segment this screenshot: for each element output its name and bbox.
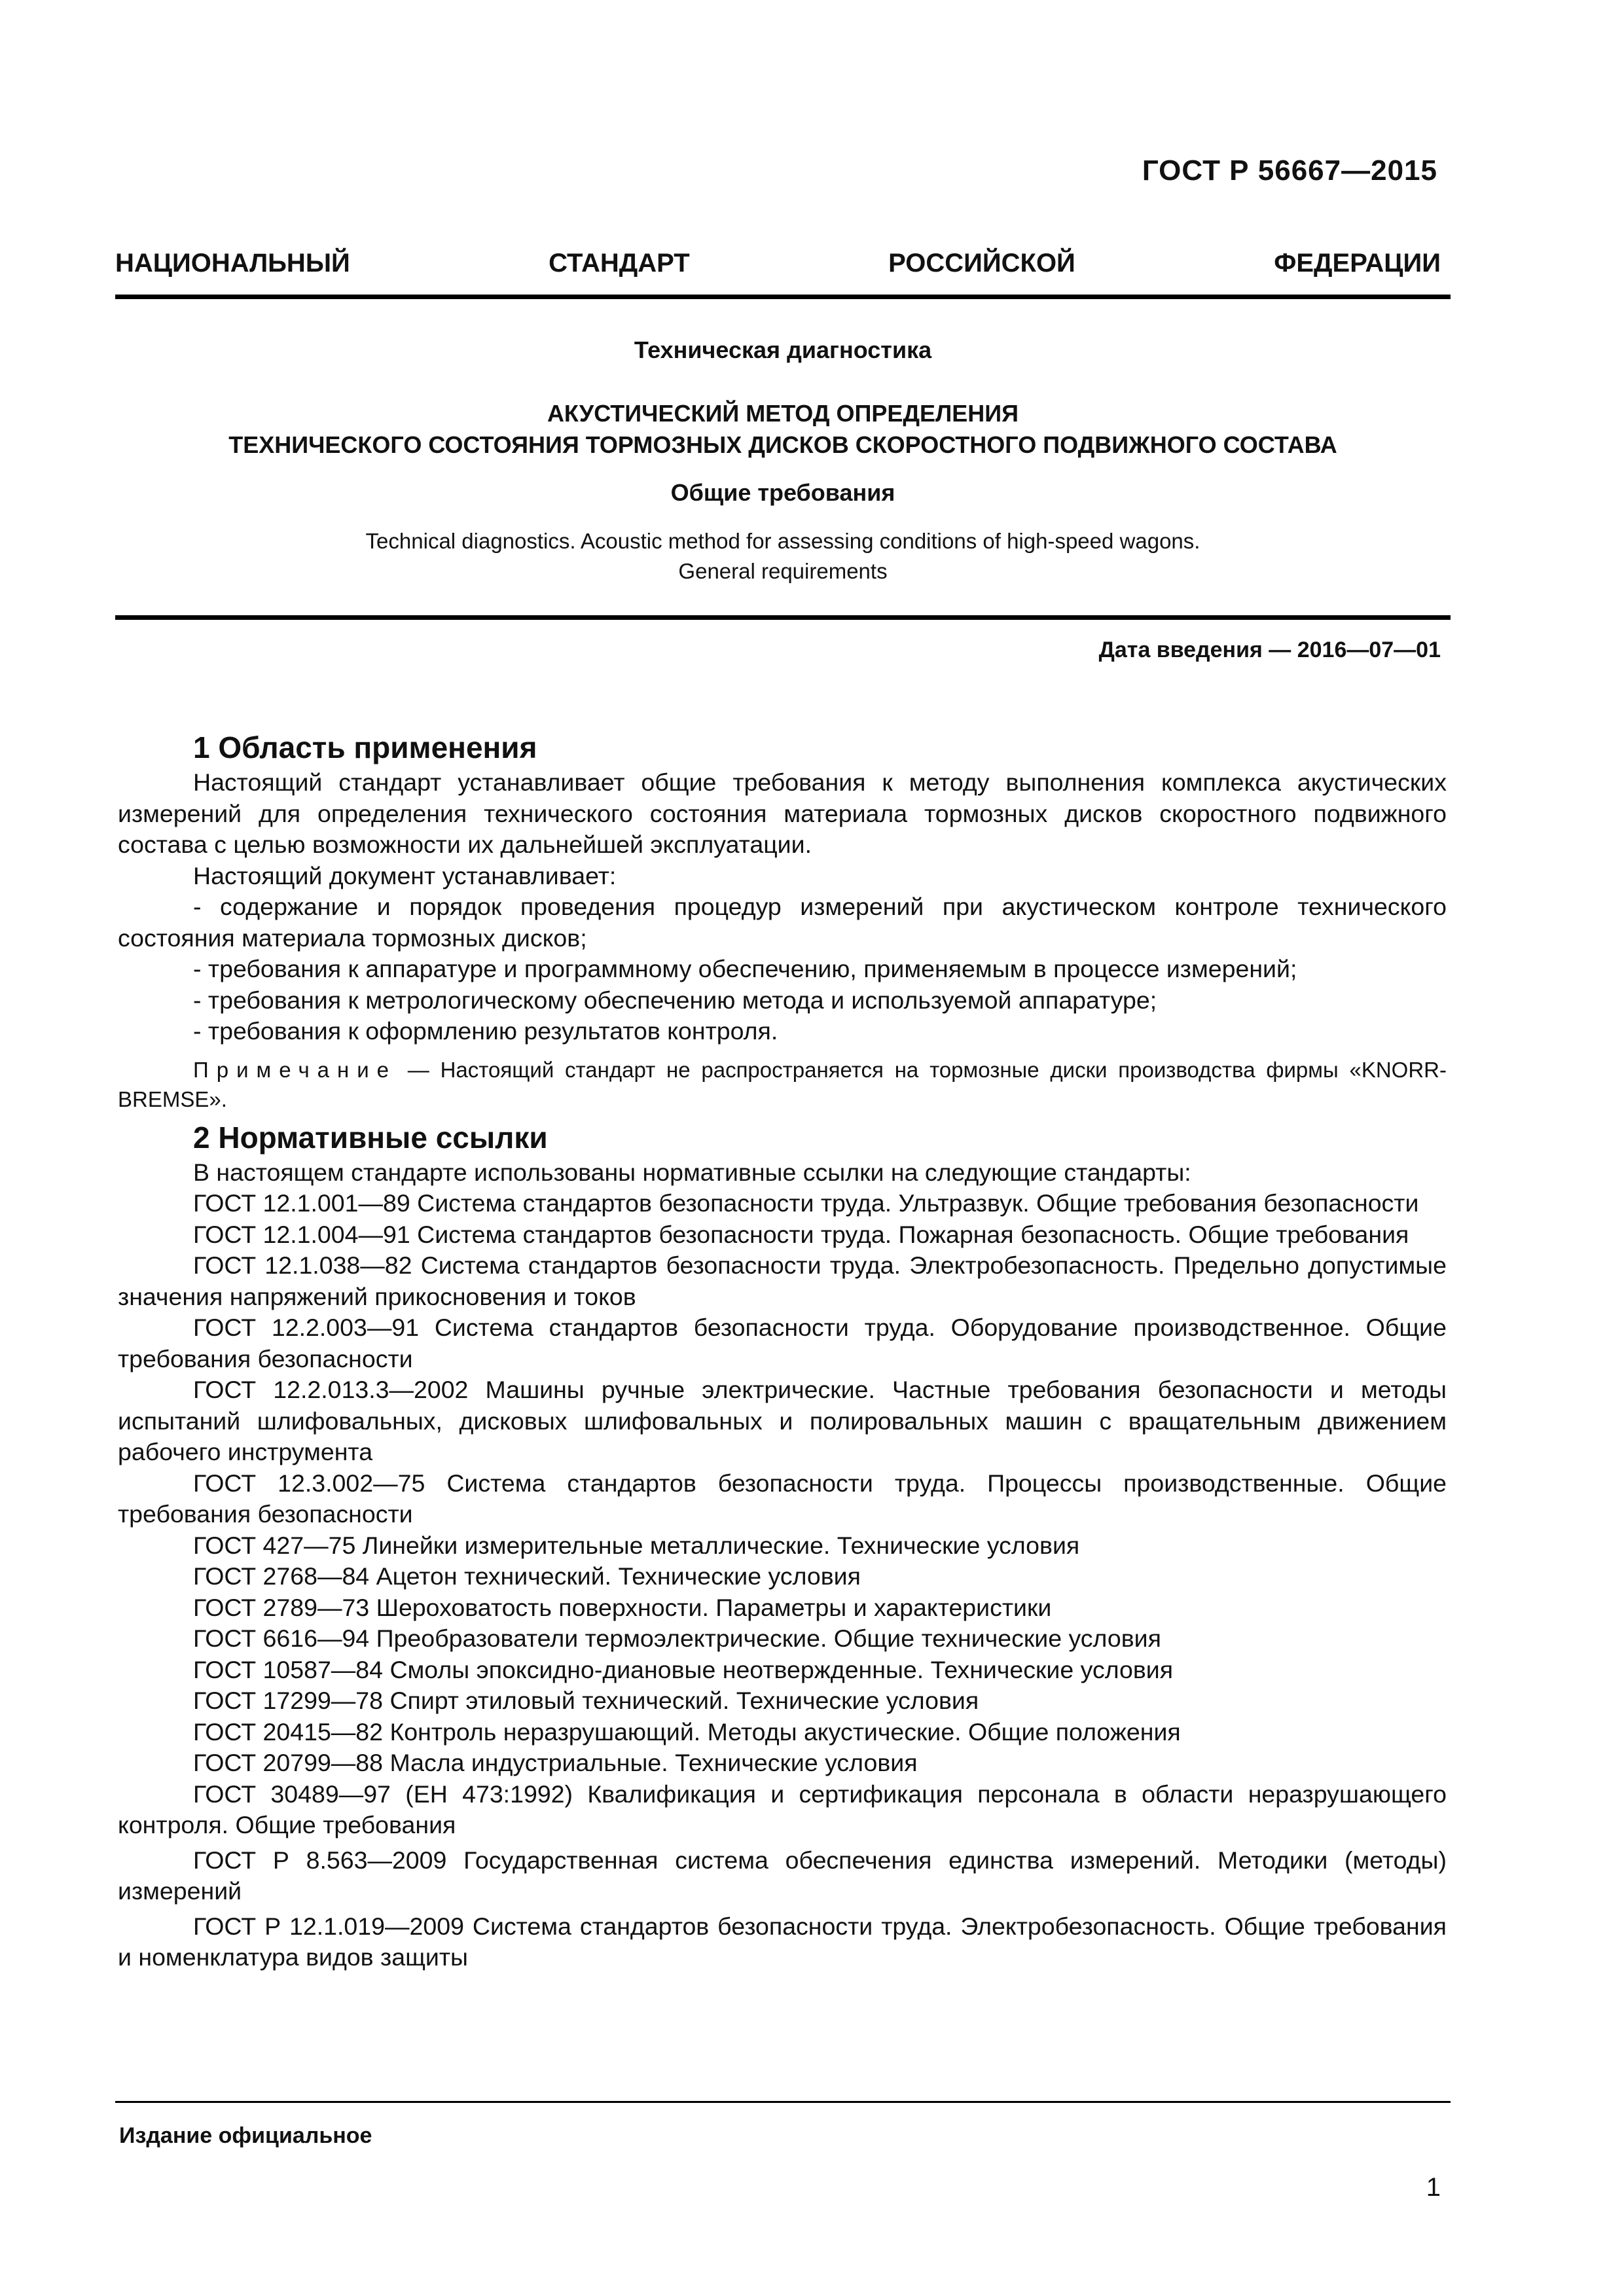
- subject-title: Техническая диагностика: [634, 336, 932, 363]
- reference-item: ГОСТ 12.3.002—75 Система стандартов безопасности труда. Процессы производственные. Общие требования безопасности: [118, 1469, 1447, 1528]
- section-2-intro: В настоящем стандарте использованы нормативные ссылки на следующие стандарты:: [193, 1158, 1191, 1186]
- main-title-line-1: АКУСТИЧЕСКИЙ МЕТОД ОПРЕДЕЛЕНИЯ: [547, 400, 1019, 427]
- section-1-paragraph: Настоящий стандарт устанавливает общие требования к методу выполнения комплекса акустических измерений для определения технического состояния материала тормозных дисков скоростного подвижного состава с целью возможности их дальнейшей эксплуатации.: [118, 768, 1447, 858]
- national-standard-text: НАЦИОНАЛЬНЫЙ СТАНДАРТ РОССИЙСКОЙ ФЕДЕРАЦИИ: [115, 249, 1441, 278]
- general-requirements-title: Общие требования: [670, 479, 895, 506]
- reference-item: ГОСТ 12.1.038—82 Система стандартов безопасности труда. Электробезопасность. Предельно допустимые значения напряжений прикосновения и токов: [118, 1251, 1447, 1310]
- list-item: - требования к оформлению результатов контроля.: [193, 1017, 778, 1045]
- reference-item: ГОСТ 6616—94 Преобразователи термоэлектрические. Общие технические условия: [193, 1624, 1161, 1652]
- list-item: - требования к аппаратуре и программному обеспечению, применяемым в процессе измерений;: [193, 955, 1297, 982]
- reference-item: ГОСТ Р 12.1.019—2009 Система стандартов безопасности труда. Электробезопасность. Общие требования и номенклатура видов защиты: [118, 1912, 1447, 1971]
- note-text: — Настоящий стандарт не распространяется на тормозные диски производства фирмы «KNORR-BREMSE».: [118, 1057, 1447, 1111]
- list-item: - требования к метрологическому обеспечению метода и используемой аппаратуре;: [193, 986, 1157, 1014]
- reference-item: ГОСТ 2789—73 Шероховатость поверхности. Параметры и характеристики: [193, 1593, 1052, 1621]
- reference-item: ГОСТ 30489—97 (ЕН 473:1992) Квалификация и сертификация персонала в области неразрушающего контроля. Общие требования: [118, 1780, 1447, 1839]
- reference-item: ГОСТ 12.2.013.3—2002 Машины ручные электрические. Частные требования безопасности и методы испытаний шлифовальных, дисковых шлифовальных и полировальных машин с вращательным движением рабочего инструмента: [118, 1376, 1447, 1465]
- english-title-line-2: General requirements: [678, 559, 888, 583]
- note: [118, 1055, 1447, 1114]
- section-2-heading: 2 Нормативные ссылки: [193, 1120, 548, 1155]
- list-item: - содержание и порядок проведения процедур измерений при акустическом контроле технического состояния материала тормозных дисков;: [118, 893, 1447, 952]
- reference-item: ГОСТ 12.1.004—91 Система стандартов безопасности труда. Пожарная безопасность. Общие требования: [193, 1220, 1409, 1248]
- reference-item: ГОСТ 17299—78 Спирт этиловый технический. Технические условия: [193, 1687, 979, 1714]
- reference-item: ГОСТ 2768—84 Ацетон технический. Технические условия: [193, 1562, 861, 1590]
- reference-item: ГОСТ 12.2.003—91 Система стандартов безопасности труда. Оборудование производственное. Общие требования безопасности: [118, 1314, 1447, 1372]
- reference-item: ГОСТ 427—75 Линейки измерительные металлические. Технические условия: [193, 1531, 1080, 1559]
- header-rule: [115, 295, 1451, 299]
- main-title: [115, 398, 1451, 461]
- document-body: [118, 728, 1447, 1973]
- page-number: 1: [1426, 2173, 1441, 2202]
- footer-rule: [115, 2101, 1451, 2103]
- reference-item: ГОСТ 20799—88 Масла индустриальные. Технические условия: [193, 1749, 918, 1776]
- reference-item: ГОСТ 10587—84 Смолы эпоксидно-диановые неотвержденные. Технические условия: [193, 1655, 1174, 1683]
- main-title-line-2: ТЕХНИЧЕСКОГО СОСТОЯНИЯ ТОРМОЗНЫХ ДИСКОВ СКОРОСТНОГО ПОДВИЖНОГО СОСТАВА: [228, 431, 1337, 458]
- english-title-line-1: Technical diagnostics. Acoustic method for assessing conditions of high-speed wagons.: [365, 529, 1200, 553]
- title-rule: [115, 615, 1451, 620]
- national-standard-title: [115, 249, 1441, 278]
- english-title: [115, 526, 1451, 586]
- document-code: ГОСТ Р 56667—2015: [1142, 154, 1437, 187]
- note-label: Примечание: [193, 1057, 397, 1082]
- reference-item: ГОСТ Р 8.563—2009 Государственная система обеспечения единства измерений. Методики (методы) измерений: [118, 1846, 1447, 1905]
- official-edition-label: Издание официальное: [119, 2123, 372, 2148]
- reference-item: ГОСТ 20415—82 Контроль неразрушающий. Методы акустические. Общие положения: [193, 1717, 1181, 1746]
- reference-item: ГОСТ 12.1.001—89 Система стандартов безопасности труда. Ультразвук. Общие требования безопасности: [193, 1189, 1419, 1217]
- section-1-heading: 1 Область применения: [193, 730, 537, 764]
- introduction-date: Дата введения — 2016—07—01: [1098, 637, 1441, 662]
- section-1-list-intro: Настоящий документ устанавливает:: [193, 861, 617, 889]
